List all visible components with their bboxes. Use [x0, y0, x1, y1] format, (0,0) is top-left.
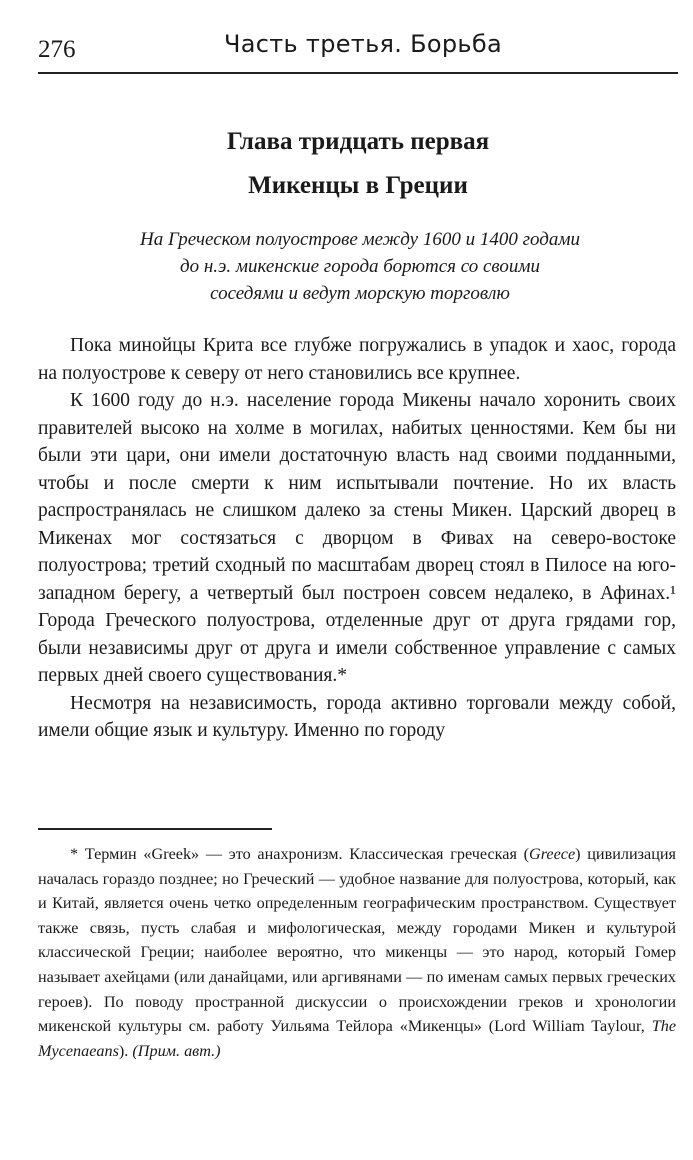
epigraph-line: до н.э. микенские города борются со своими	[179, 256, 541, 277]
chapter-title: Микенцы в Греции	[248, 172, 468, 199]
page-number: 276	[38, 36, 76, 63]
header-rule	[38, 72, 678, 74]
footnote-rule	[38, 828, 272, 830]
page-header	[38, 30, 678, 74]
footnote-author-note: (Прим. авт.)	[132, 1041, 221, 1060]
footnote-text: * Термин «Greek» — это анахронизм. Классическая греческая (	[70, 845, 529, 863]
epigraph-line: На Греческом полуострове между 1600 и 1400 годами	[140, 229, 580, 250]
epigraph-line: соседями и ведут морскую торговлю	[210, 283, 510, 304]
footnote-text: ) цивилизация началась гораздо позднее; но Греческий — удобное название для полуострова, который, как и Китай, является очень четко определенным географическим пространством. Существует также связь, пусть слабая и мифологическая, между городами Микен и культурой классической Греции; наиболее вероятно, что микенцы — это народ, который Гомер называет ахейцами (или данайцами, или аргивянами — по именам самых первых греческих героев). По поводу пространной дискуссии о происхождении греков и хронологии микенской культуры см. работу Уильяма Тейлора «Микенцы» (Lord William Taylour,	[38, 845, 676, 1036]
paragraph: Несмотря на независимость, города активно торговали между собой, имели общие язык и культуру. Именно по городу	[38, 692, 676, 741]
paragraph: Пока минойцы Крита все глубже погружались в упадок и хаос, города на полуострове к северу от него становились все крупнее.	[38, 335, 676, 384]
chapter-number-title: Глава тридцать первая	[226, 128, 490, 155]
running-title: Часть третья. Борьба	[224, 30, 502, 58]
footnote-text: ).	[118, 1041, 133, 1060]
footnote-italic-term: Greece	[529, 845, 576, 863]
footnote	[38, 842, 676, 1063]
footnote-book-title: The Mycenaeans	[38, 1017, 676, 1060]
epigraph	[60, 226, 660, 307]
body-text	[38, 332, 676, 745]
paragraph: К 1600 году до н.э. население города Микены начало хоронить своих правителей высоко на холме в могилах, набитых ценностями. Кем бы ни были эти цари, они имели достаточную власть над своими подданными, чтобы и после смерти к ним испытывали почтение. Но их власть распространялась не слишком далеко за стены Микен. Царский дворец в Микенах мог состязаться с дворцом в Фивах на северо-востоке полуострова; третий сходный по масштабам дворец стоял в Пилосе на юго-западном берегу, а четвертый был построен совсем недалеко, в Афинах.¹ Города Греческого полуострова, отделенные друг от друга грядами гор, были независимы друг от друга и имели собственное управление с самых первых дней своего существования.*	[38, 390, 676, 686]
